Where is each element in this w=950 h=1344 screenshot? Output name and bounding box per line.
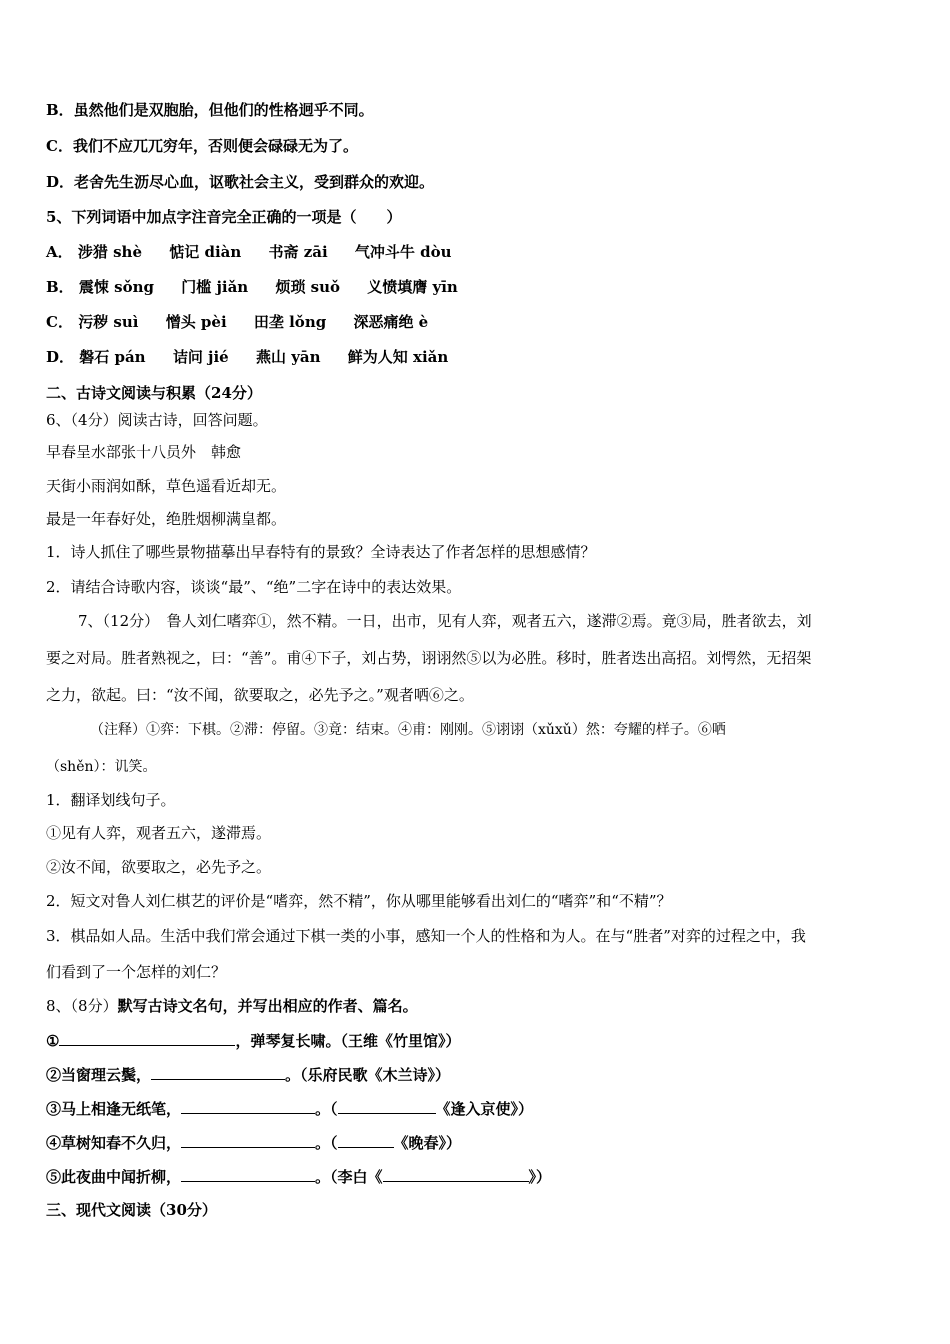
answer-blank[interactable]: [59, 1030, 235, 1046]
q7-passage-line-2: 要之对局。胜者熟视之，曰：“善”。甫④下子，刘占势，诩诩然⑤以为必胜。移时，胜者迭出高招。刘愕然，无招架: [46, 649, 812, 667]
author-blank[interactable]: [338, 1132, 394, 1148]
q7-notes-line-1: （注释）①弈：下棋。②滞：停留。③竟：结束。④甫：刚刚。⑤诩诩（xǔxǔ）然：夸耀的样子。⑥哂: [90, 722, 726, 738]
option-item: 磐石 pán: [79, 348, 146, 366]
q7-sub-2: 2．短文对鲁人刘仁棋艺的评价是“嗜弈，然不精”，你从哪里能够看出刘仁的“嗜弈”和“不精”？: [46, 892, 672, 910]
line-text: 。（: [315, 1100, 338, 1118]
q7-passage-line-3: 之力，欲起。曰：“汝不闻，欲要取之，必先予之。”观者哂⑥之。: [46, 686, 474, 704]
option-item: 鲜为人知 xiǎn: [347, 348, 449, 366]
line-text: ，弹琴复长啸。（王维《竹里馆》）: [235, 1032, 461, 1050]
option-item: 惦记 diàn: [169, 243, 242, 261]
q6-sub-1: 1．诗人抓住了哪些景物描摹出早春特有的景致？全诗表达了作者怎样的思想感情？: [46, 543, 596, 561]
answer-blank[interactable]: [181, 1166, 315, 1182]
q8-prefix: 8、（8分）: [46, 997, 118, 1015]
line-text: ④草树知春不久归，: [46, 1134, 182, 1152]
q6-poem-line-1: 天街小雨润如酥，草色遥看近却无。: [46, 477, 287, 495]
q7-passage-line-1: 7、（12分） 鲁人刘仁嗜弈①，然不精。一日，出市，见有人弈，观者五六，遂滞②焉。竟③局，胜者欲去，刘: [78, 612, 812, 630]
option-letter: C．: [46, 313, 73, 331]
line-text: 《逢入京使》）: [435, 1100, 534, 1118]
q5-option-c: [46, 312, 450, 332]
line-text: ②当窗理云鬓，: [46, 1066, 152, 1084]
q4-option-b: B．虽然他们是双胞胎，但他们的性格迥乎不同。: [46, 101, 374, 119]
q7-sub-1b: ②汝不闻，欲要取之，必先予之。: [46, 858, 272, 876]
option-item: 憎头 pèi: [165, 313, 227, 331]
q6-poem-line-2: 最是一年春好处，绝胜烟柳满皇都。: [46, 510, 287, 528]
line-text: 。（李白《: [315, 1168, 383, 1186]
option-item: 震悚 sǒng: [78, 278, 154, 296]
option-item: 书斋 zāi: [268, 243, 328, 261]
line-text: ①: [46, 1032, 60, 1050]
answer-blank[interactable]: [181, 1098, 315, 1114]
q8-line-3: [46, 1098, 533, 1119]
q5-option-b: [46, 277, 480, 297]
q7-notes-line-2: （shěn）：讥笑。: [46, 759, 157, 775]
q8-stem: [46, 996, 418, 1016]
option-item: 义愤填膺 yīn: [367, 278, 458, 296]
q4-option-c: C．我们不应兀兀穷年，否则便会碌碌无为了。: [46, 137, 358, 155]
q6-stem: 6、（4分）阅读古诗，回答问题。: [46, 411, 268, 429]
option-letter: D．: [46, 348, 75, 366]
answer-blank[interactable]: [151, 1064, 285, 1080]
option-item: 诘问 jié: [172, 348, 229, 366]
line-text: 》）: [528, 1168, 552, 1186]
option-letter: B．: [46, 278, 74, 296]
line-text: 《晚春》）: [393, 1134, 462, 1152]
section3-title: 三、现代文阅读（30分）: [46, 1201, 217, 1219]
q5-option-d: [46, 347, 470, 367]
line-text: 。（: [315, 1134, 338, 1152]
q7-sub-1a: ①见有人弈，观者五六，遂滞焉。: [46, 824, 272, 842]
q8-line-1: [46, 1030, 460, 1051]
option-item: 门槛 jiǎn: [181, 278, 249, 296]
section2-title: 二、古诗文阅读与积累（24分）: [46, 384, 262, 402]
q7-sub-3-line-2: 们看到了一个怎样的刘仁？: [46, 963, 227, 981]
q5-option-a: [46, 242, 474, 262]
option-item: 深恶痛绝 è: [353, 313, 429, 331]
q8-line-5: [46, 1166, 551, 1187]
q7-sub-1: 1．翻译划线句子。: [46, 791, 176, 809]
answer-blank[interactable]: [181, 1132, 315, 1148]
q8-line-4: [46, 1132, 461, 1153]
q7-sub-3-line-1: 3．棋品如人品。生活中我们常会通过下棋一类的小事，感知一个人的性格和为人。在与“胜者”对弈的过程之中，我: [46, 927, 806, 945]
q4-option-d: D．老舍先生沥尽心血，讴歌社会主义，受到群众的欢迎。: [46, 173, 435, 191]
option-item: 涉猎 shè: [77, 243, 142, 261]
line-text: ⑤此夜曲中闻折柳，: [46, 1168, 182, 1186]
title-blank[interactable]: [383, 1166, 529, 1182]
option-letter: A．: [46, 243, 73, 261]
option-item: 污秽 suì: [78, 313, 139, 331]
option-item: 燕山 yān: [255, 348, 321, 366]
option-item: 气冲斗牛 dòu: [354, 243, 452, 261]
line-text: 。（乐府民歌《木兰诗》）: [285, 1066, 451, 1084]
option-item: 田垄 lǒng: [253, 313, 327, 331]
line-text: ③马上相逢无纸笔，: [46, 1100, 182, 1118]
q6-poem-title: 早春呈水部张十八员外 韩愈: [46, 443, 242, 461]
q8-line-2: [46, 1064, 450, 1085]
q5-stem: 5、下列词语中加点字注音完全正确的一项是（ ）: [46, 208, 402, 226]
q8-instruction: 默写古诗文名句，并写出相应的作者、篇名。: [117, 997, 418, 1015]
author-blank[interactable]: [338, 1098, 436, 1114]
q6-sub-2: 2．请结合诗歌内容，谈谈“最”、“绝”二字在诗中的表达效果。: [46, 578, 462, 596]
option-item: 烦琐 suǒ: [275, 278, 341, 296]
